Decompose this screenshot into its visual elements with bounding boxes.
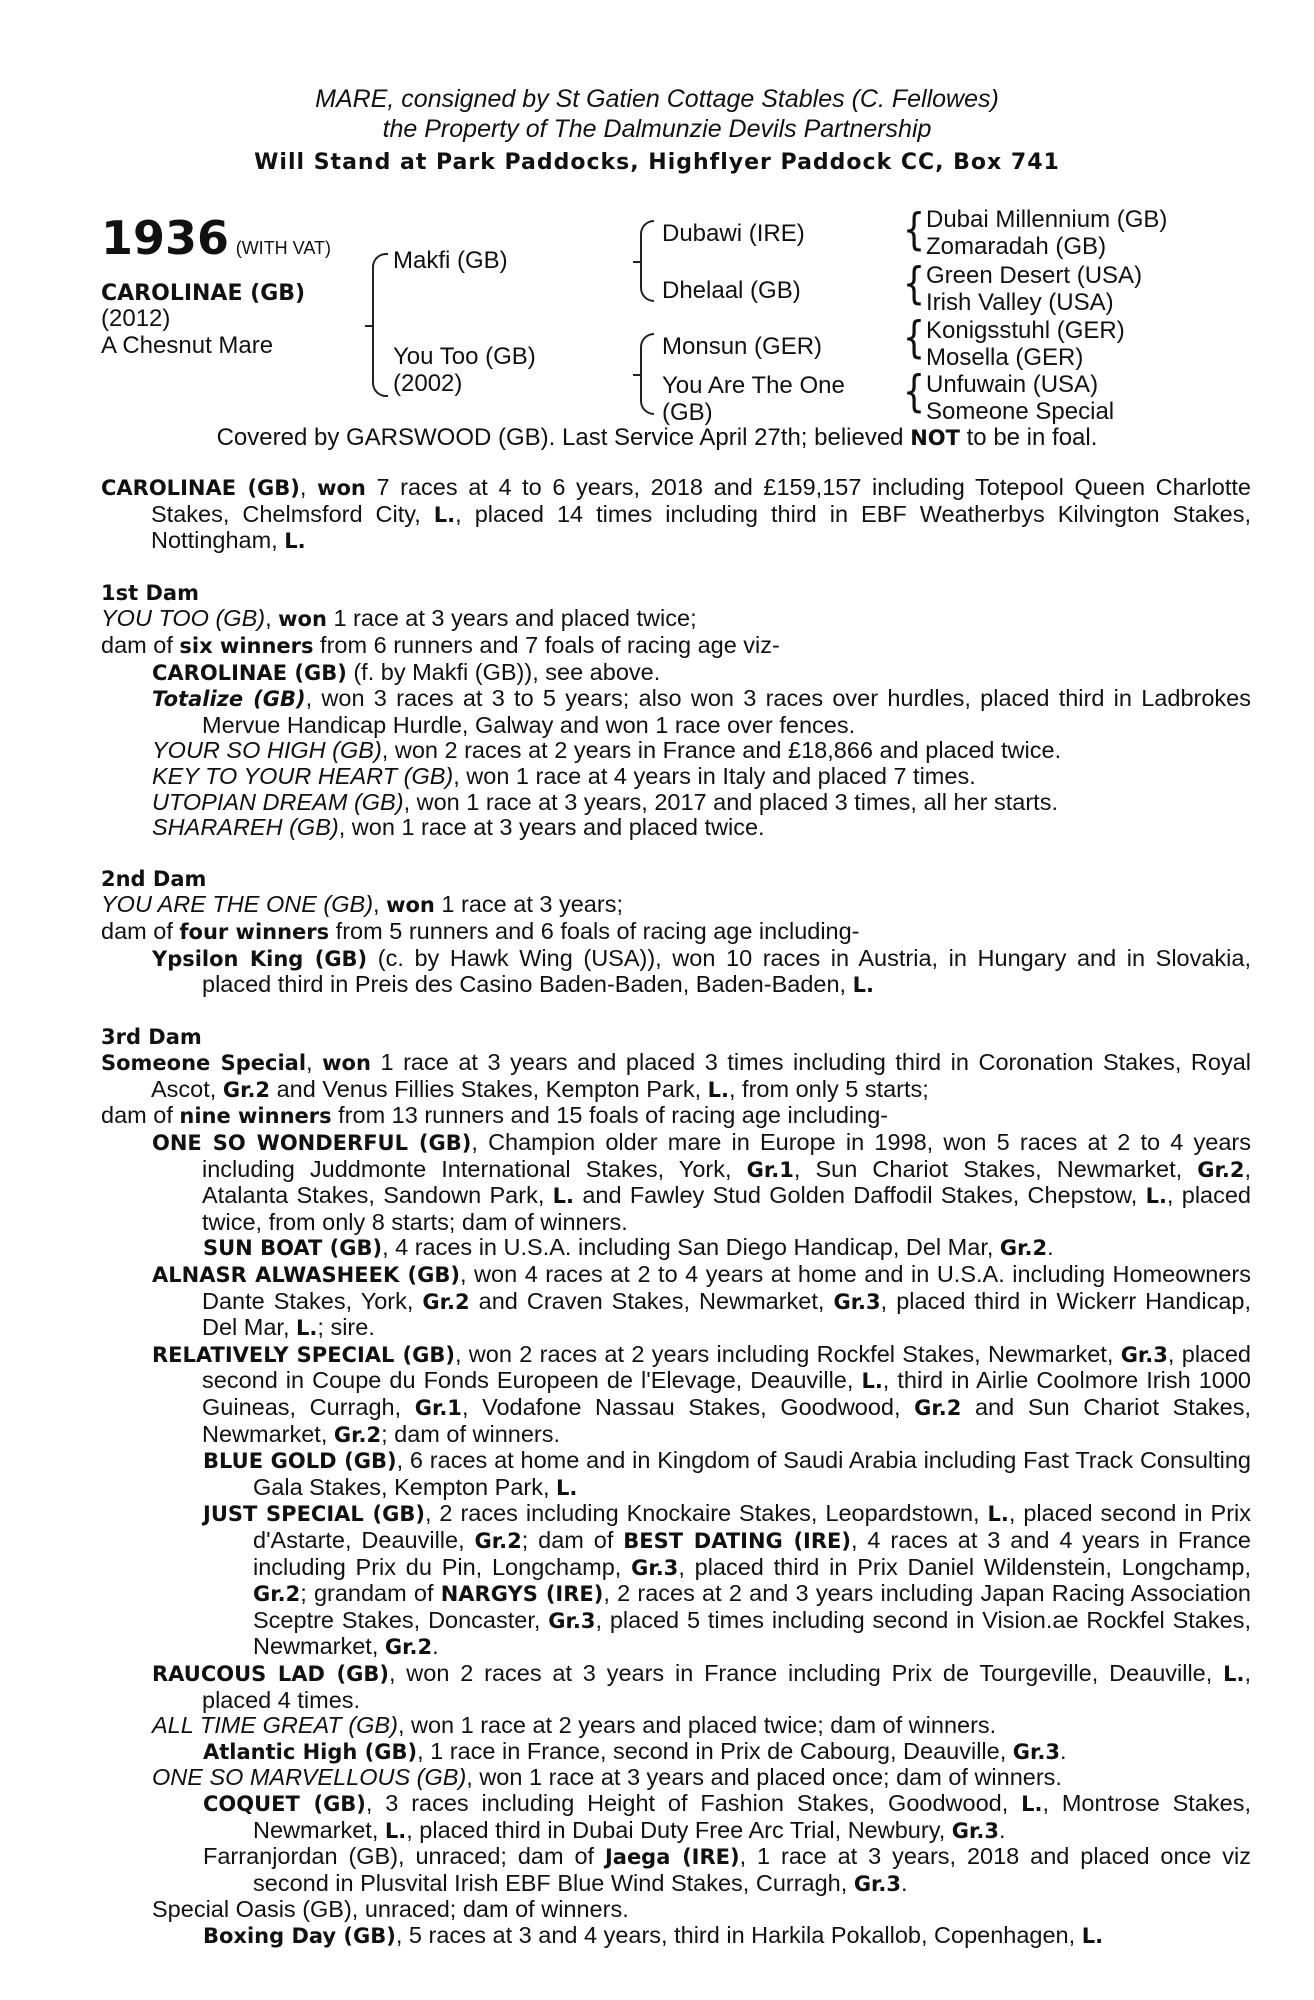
- dam3-entry-blue-gold: BLUE GOLD (GB), 6 races at home and in Kingdom of Saudi Arabia including Fast Track Consulting Gala Stakes, Kempton Park, L.: [203, 1447, 1251, 1500]
- dam3-produce: dam of nine winners from 13 runners and 15 foals of racing age including-: [101, 1102, 889, 1129]
- dam1-record: YOU TOO (GB), won 1 race at 3 years and placed twice;: [101, 605, 697, 632]
- dam3-entry-boxing-day: Boxing Day (GB), 5 races at 3 and 4 years, third in Harkila Pokallob, Copenhagen, L.: [203, 1921, 1104, 1948]
- pedigree-dam-sire: Monsun (GER): [662, 333, 823, 360]
- dam3-entry-one-so-wonderful: ONE SO WONDERFUL (GB), Champion older mare in Europe in 1998, won 5 races at 2 to 4 years including Juddmonte International Stakes, York, Gr.1, Sun Chariot Stakes, Newmarket, Gr.2, Atalanta Stakes, Sandown Park, L. and Fawley Stud Golden Daffodil Stakes, Chepstow, L., placed twice, from only 8 starts; dam of winners.: [152, 1129, 1252, 1235]
- stand-location-line: Will Stand at Park Paddocks, Highflyer Paddock CC, Box 741: [254, 150, 1060, 175]
- dam2-entry-1: Ypsilon King (GB) (c. by Hawk Wing (USA)), won 10 races in Austria, in Hungary and in Slovakia, placed third in Preis des Casino Baden-Baden, Baden-Baden, L.: [152, 944, 1251, 998]
- pedigree-dam-dam: You Are The One: [662, 372, 845, 399]
- covering-note: Covered by GARSWOOD (GB). Last Service April 27th; believed NOT to be in foal.: [216, 424, 1098, 451]
- consignor-line: MARE, consigned by St Gatien Cottage Stables (C. Fellowes): [315, 85, 999, 113]
- pedigree-brace-g1: {: [902, 204, 926, 255]
- horse-description: A Chesnut Mare: [101, 332, 274, 359]
- pedigree-brace-g3: {: [902, 312, 926, 363]
- horse-name: CAROLINAE (GB): [101, 281, 306, 306]
- pedigree-ggp-2: Zomaradah (GB): [926, 233, 1107, 260]
- pedigree-brace-sire: [640, 220, 654, 302]
- vat-note: (WITH VAT): [235, 238, 332, 258]
- dam1-entry-5: UTOPIAN DREAM (GB), won 1 race at 3 years, 2017 and placed 3 times, all her starts.: [152, 788, 1058, 815]
- dam3-entry-special-oasis: Special Oasis (GB), unraced; dam of winners.: [152, 1896, 629, 1923]
- dam1-entry-3: YOUR SO HIGH (GB), won 2 races at 2 years in France and £18,866 and placed twice.: [152, 737, 1062, 764]
- dam3-entry-relatively-special: RELATIVELY SPECIAL (GB), won 2 races at 2 years including Rockfel Stakes, Newmarket, Gr.3, placed second in Coupe du Fonds Europeen de l'Elevage, Deauville, L., third in Airlie Coolmore Irish 1000 Guineas, Curragh, Gr.1, Vodafone Nassau Stakes, Goodwood, Gr.2 and Sun Chariot Stakes, Newmarket, Gr.2; dam of winners.: [152, 1340, 1251, 1447]
- pedigree-brace-dam: [640, 333, 654, 415]
- pedigree-sire: Makfi (GB): [393, 247, 508, 274]
- dam3-record: Someone Special, won 1 race at 3 years and placed 3 times including third in Coronation Stakes, Royal Ascot, Gr.2 and Venus Fillies Stakes, Kempton Park, L., from only 5 starts;: [101, 1049, 1251, 1102]
- pedigree-dam-year: (2002): [393, 370, 463, 397]
- lot-number-row: [101, 212, 331, 264]
- dam3-entry-all-time-great: ALL TIME GREAT (GB), won 1 race at 2 years and placed twice; dam of winners.: [152, 1712, 997, 1739]
- dam3-entry-one-so-marvellous: ONE SO MARVELLOUS (GB), won 1 race at 3 years and placed once; dam of winners.: [152, 1764, 1062, 1791]
- dam2-heading: 2nd Dam: [101, 866, 207, 891]
- dam1-entry-1: CAROLINAE (GB) (f. by Makfi (GB)), see above.: [152, 658, 661, 685]
- pedigree-ggp-4: Irish Valley (USA): [926, 289, 1114, 316]
- dam1-entry-4: KEY TO YOUR HEART (GB), won 1 race at 4 years in Italy and placed 7 times.: [152, 762, 976, 789]
- dam2-record: YOU ARE THE ONE (GB), won 1 race at 3 years;: [101, 891, 623, 918]
- pedigree-brace-g2: {: [902, 258, 926, 309]
- pedigree-ggp-7: Unfuwain (USA): [926, 371, 1099, 398]
- pedigree-sire-dam: Dhelaal (GB): [662, 277, 801, 304]
- dam3-entry-farranjordan: Farranjordan (GB), unraced; dam of Jaega (IRE), 1 race at 3 years, 2018 and placed once viz second in Plusvital Irish EBF Blue Wind Stakes, Curragh, Gr.3.: [203, 1843, 1251, 1896]
- pedigree-dam: You Too (GB): [393, 343, 536, 370]
- lot-number: 1936: [101, 211, 230, 265]
- dam3-entry-alnasr-alwasheek: ALNASR ALWASHEEK (GB), won 4 races at 2 to 4 years at home and in U.S.A. including Homeowners Dante Stakes, York, Gr.2 and Craven Stakes, Newmarket, Gr.3, placed third in Wickerr Handicap, Del Mar, L.; sire.: [152, 1261, 1252, 1341]
- dam1-produce: dam of six winners from 6 runners and 7 foals of racing age viz-: [101, 631, 780, 658]
- property-line: the Property of The Dalmunzie Devils Partnership: [382, 115, 932, 143]
- dam3-entry-atlantic-high: Atlantic High (GB), 1 race in France, second in Prix de Cabourg, Deauville, Gr.3.: [203, 1737, 1067, 1764]
- pedigree-ggp-1: Dubai Millennium (GB): [926, 206, 1168, 233]
- horse-year: (2012): [101, 305, 171, 332]
- catalogue-body: [0, 475, 1314, 1949]
- dam1-entry-2: Totalize (GB), won 3 races at 3 to 5 years; also won 3 races over hurdles, placed third in Ladbrokes Mervue Handicap Hurdle, Galway and won 1 race over fences.: [152, 685, 1251, 738]
- race-summary: CAROLINAE (GB), won 7 races at 4 to 6 years, 2018 and £159,157 including Totepool Queen Charlotte Stakes, Chelmsford City, L., placed 14 times including third in EBF Weatherbys Kilvington Stakes, Nottingham, L.: [101, 474, 1251, 554]
- pedigree-ggp-3: Green Desert (USA): [926, 262, 1143, 289]
- pedigree-dam-dam-country: (GB): [662, 399, 713, 426]
- pedigree-brace-main: [372, 253, 388, 397]
- dam3-heading: 3rd Dam: [101, 1024, 202, 1049]
- dam3-entry-coquet: COQUET (GB), 3 races including Height of Fashion Stakes, Goodwood, L., Montrose Stakes, Newmarket, L., placed third in Dubai Duty Free Arc Trial, Newbury, Gr.3.: [203, 1789, 1252, 1843]
- pedigree-ggp-5: Konigsstuhl (GER): [926, 317, 1125, 344]
- dam1-heading: 1st Dam: [101, 580, 199, 605]
- pedigree-brace-g4: {: [902, 366, 926, 417]
- dam3-entry-just-special: JUST SPECIAL (GB), 2 races including Knockaire Stakes, Leopardstown, L., placed second in Prix d'Astarte, Deauville, Gr.2; dam of BEST DATING (IRE), 4 races at 3 and 4 years in France including Prix du Pin, Longchamp, Gr.3, placed third in Prix Daniel Wildenstein, Longchamp, Gr.2; grandam of NARGYS (IRE), 2 races at 2 and 3 years including Japan Racing Association Sceptre Stakes, Doncaster, Gr.3, placed 5 times including second in Vision.ae Rockfel Stakes, Newmarket, Gr.2.: [203, 1500, 1251, 1660]
- pedigree-sire-sire: Dubawi (IRE): [662, 220, 805, 247]
- dam3-entry-raucous-lad: RAUCOUS LAD (GB), won 2 races at 3 years in France including Prix de Tourgeville, Deauville, L., placed 4 times.: [152, 1659, 1251, 1713]
- dam1-entry-6: SHARAREH (GB), won 1 race at 3 years and placed twice.: [152, 814, 765, 841]
- covering-not: NOT: [910, 426, 960, 450]
- dam3-entry-sun-boat: SUN BOAT (GB), 4 races in U.S.A. including San Diego Handicap, Del Mar, Gr.2.: [203, 1234, 1054, 1261]
- pedigree-ggp-6: Mosella (GER): [926, 344, 1084, 371]
- dam2-produce: dam of four winners from 5 runners and 6 foals of racing age including-: [101, 917, 860, 944]
- pedigree-ggp-8: Someone Special: [926, 398, 1115, 425]
